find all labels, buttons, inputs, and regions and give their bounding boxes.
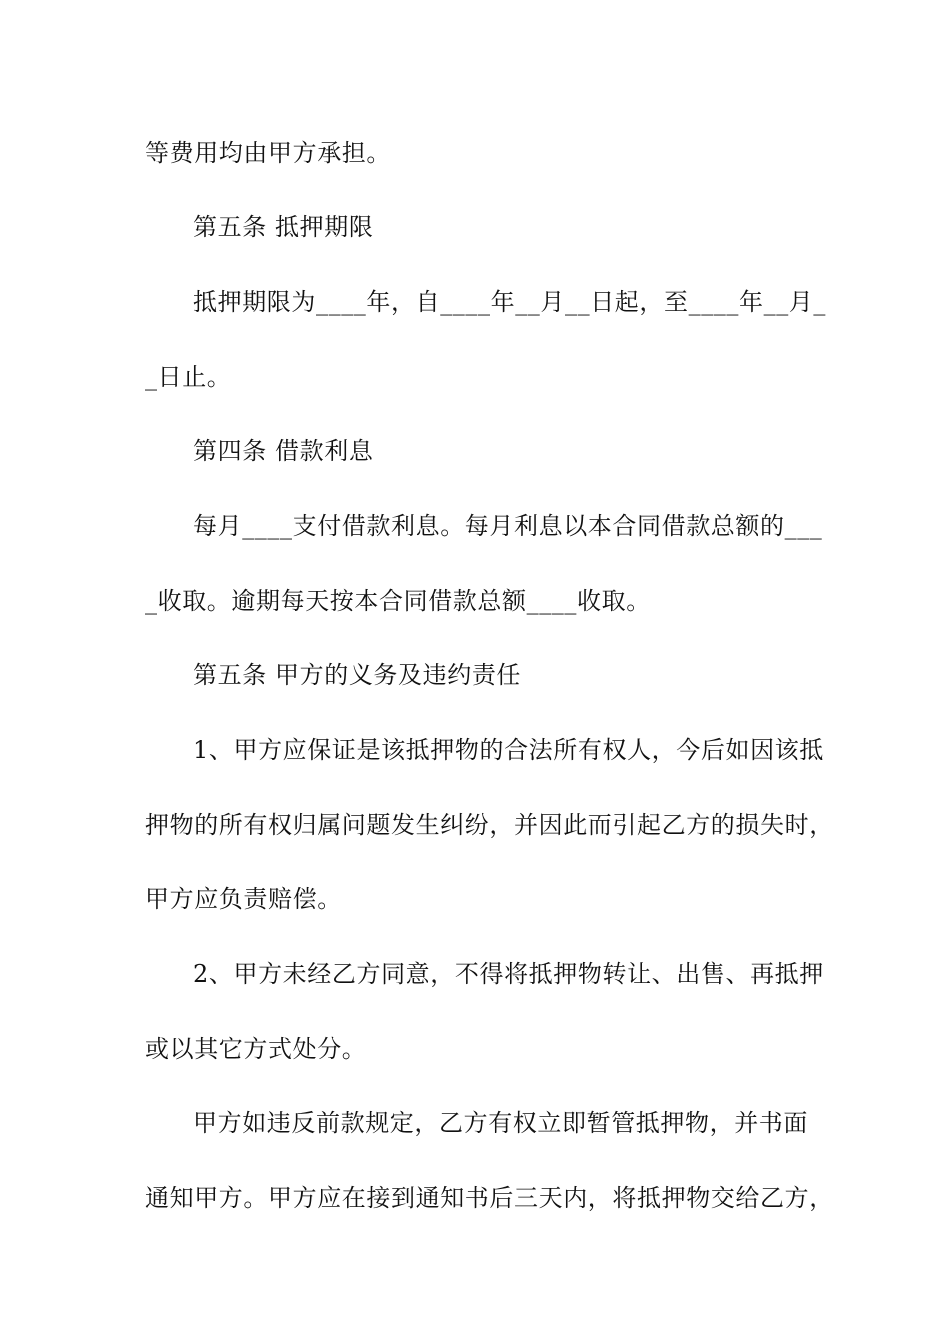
- paragraph-line: 等费用均由甲方承担。: [145, 139, 391, 167]
- paragraph-line: 通知甲方。甲方应在接到通知书后三天内，将抵押物交给乙方，: [145, 1184, 834, 1212]
- paragraph-line: _日止。: [145, 363, 232, 391]
- paragraph-line: 1、甲方应保证是该抵押物的合法所有权人，今后如因该抵: [193, 736, 824, 764]
- section-heading: 第四条 借款利息: [193, 437, 374, 465]
- paragraph-line: 或以其它方式处分。: [145, 1035, 367, 1063]
- paragraph-line: 每月____支付借款利息。每月利息以本合同借款总额的___: [193, 512, 823, 540]
- paragraph-line: 甲方如违反前款规定，乙方有权立即暂管抵押物，并书面: [193, 1109, 808, 1137]
- paragraph-line: 甲方应负责赔偿。: [145, 885, 342, 913]
- paragraph-line: 抵押期限为____年，自____年__月__日起，至____年__月_: [193, 288, 826, 316]
- section-heading: 第五条 甲方的义务及违约责任: [193, 661, 522, 689]
- section-heading: 第五条 抵押期限: [193, 213, 374, 241]
- paragraph-line: _收取。逾期每天按本合同借款总额____收取。: [145, 587, 651, 615]
- paragraph-line: 2、甲方未经乙方同意，不得将抵押物转让、出售、再抵押: [193, 960, 824, 988]
- paragraph-line: 押物的所有权归属问题发生纠纷，并因此而引起乙方的损失时，: [145, 811, 834, 839]
